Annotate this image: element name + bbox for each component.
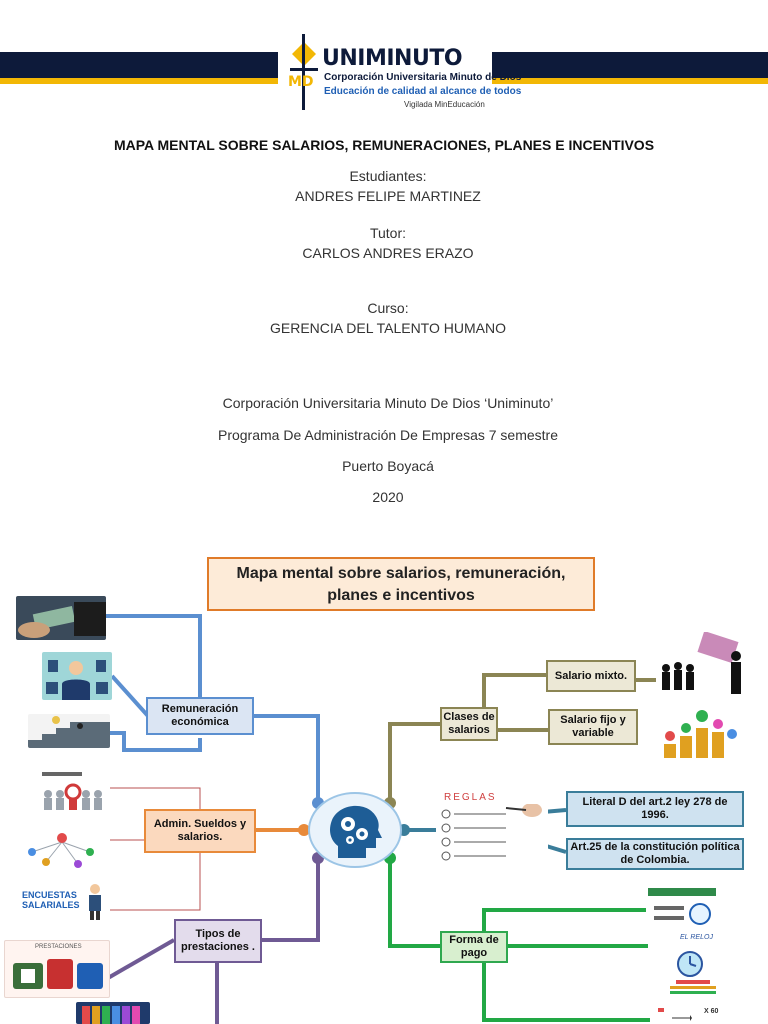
program-line: Programa De Administración De Empresas 7 semestre <box>217 427 559 443</box>
job-evaluation-image <box>40 770 106 814</box>
el-reloj-label: EL RELOJ <box>680 934 713 941</box>
node-salario-fijo: Salario fijo y variable <box>548 709 638 745</box>
tutor-name: CARLOS ANDRES ERAZO <box>302 245 474 261</box>
money-hands-image <box>16 596 106 640</box>
node-salario-mixto: Salario mixto. <box>546 660 636 692</box>
el-reloj-image <box>650 934 740 996</box>
logo-vigilada: Vigilada MinEducación <box>404 100 485 109</box>
people-coins-image <box>660 702 738 760</box>
logo-tagline: Educación de calidad al alcance de todos <box>324 86 522 97</box>
stairs-image <box>28 714 110 748</box>
person-icon <box>82 882 108 920</box>
checklist-icon <box>436 804 548 866</box>
x60-label: X 60 <box>704 1008 719 1015</box>
node-forma-pago: Forma de pago <box>440 931 508 963</box>
money-businessmen-image <box>656 632 746 698</box>
head-gears-icon <box>306 790 404 870</box>
node-art25: Art.25 de la constitución política de Colombia. <box>566 838 744 870</box>
clock-icon <box>650 944 740 996</box>
businessman-image <box>42 652 112 700</box>
reglas-image <box>436 790 548 866</box>
svg-text:MD: MD <box>288 74 314 90</box>
tutor-label: Tutor: <box>369 225 407 241</box>
prestaciones-label: PRESTACIONES <box>35 944 82 950</box>
course-name: GERENCIA DEL TALENTO HUMANO <box>270 320 506 336</box>
node-tipos-prestaciones: Tipos de prestaciones . <box>174 919 262 963</box>
document-title: MAPA MENTAL SOBRE SALARIOS, REMUNERACIONES, PLANES E INCENTIVOS <box>113 137 655 153</box>
prestaciones-image <box>4 940 110 998</box>
year-line: 2020 <box>372 489 404 505</box>
mindmap-title: Mapa mental sobre salarios, remuneración, planes e incentivos <box>207 557 595 611</box>
student-name: ANDRES FELIPE MARTINEZ <box>295 188 481 204</box>
network-people-image <box>22 822 100 870</box>
colorful-book-image <box>76 1002 150 1024</box>
institution-line: Corporación Universitaria Minuto De Dios ‘Uniminuto’ <box>222 395 554 411</box>
social-security-logos-icon <box>11 955 105 995</box>
node-remuneracion: Remuneración económica <box>146 697 254 735</box>
logo-subtitle: Corporación Universitaria Minuto de Dios <box>324 72 522 83</box>
time-conversion-image <box>646 886 718 932</box>
node-admin-sueldos: Admin. Sueldos y salarios. <box>144 809 256 853</box>
conversion-image <box>650 1004 720 1024</box>
city-line: Puerto Boyacá <box>342 458 434 474</box>
encuestas-label: ENCUESTAS SALARIALES <box>22 890 80 910</box>
arrow-icon <box>652 1006 692 1024</box>
course-label: Curso: <box>367 300 409 316</box>
logo-name: UNIMINUTO <box>322 46 463 71</box>
students-label: Estudiantes: <box>349 168 427 184</box>
encuestas-salariales-image <box>20 880 110 922</box>
node-literal-d: Literal D del art.2 ley 278 de 1996. <box>566 791 744 827</box>
reglas-label: REGLAS <box>444 792 497 803</box>
node-clases-salarios: Clases de salarios <box>440 707 498 741</box>
